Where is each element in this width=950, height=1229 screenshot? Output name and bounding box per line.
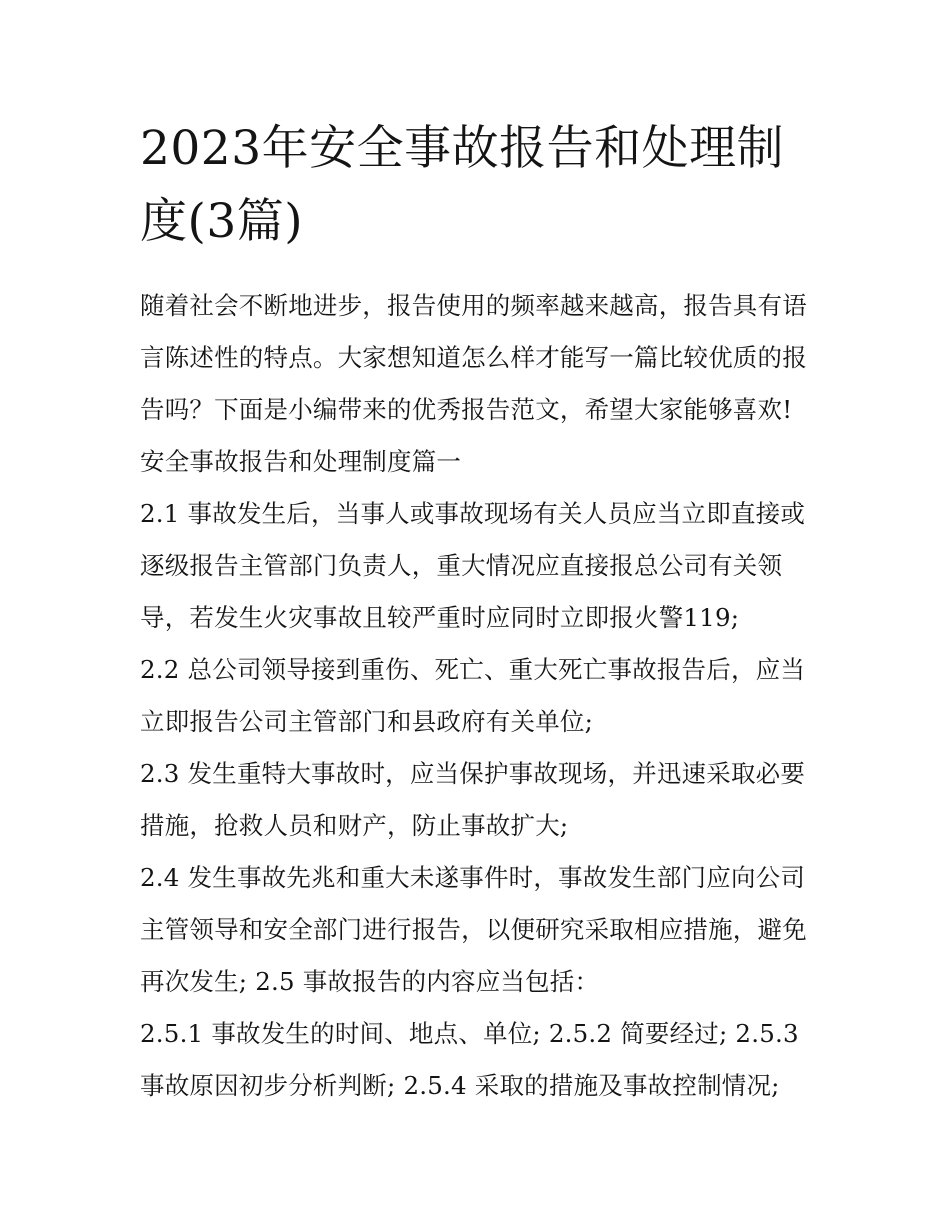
document-title: 2023年安全事故报告和处理制度(3篇) <box>140 121 785 249</box>
clause-2-2: 2.2 总公司领导接到重伤、死亡、重大死亡事故报告后，应当立即报告公司主管部门和县政府有关单位; <box>140 655 806 736</box>
clause-2-5-1: 2.5.1 事故发生的时间、地点、单位; 2.5.2 简要经过; 2.5.3 事故原因初步分析判断; 2.5.4 采取的措施及事故控制情况; <box>140 1019 799 1100</box>
document-page <box>140 112 820 1112</box>
clause-2-3: 2.3 发生重特大事故时，应当保护事故现场，并迅速采取必要措施，抢救人员和财产，防止事故扩大; <box>140 759 806 840</box>
intro-paragraph: 随着社会不断地进步，报告使用的频率越来越高，报告具有语言陈述性的特点。大家想知道怎么样才能写一篇比较优质的报告吗？下面是小编带来的优秀报告范文，希望大家能够喜欢! <box>140 291 807 424</box>
clause-2-4: 2.4 发生事故先兆和重大未遂事件时，事故发生部门应向公司主管领导和安全部门进行报告，以便研究采取相应措施，避免再次发生; 2.5 事故报告的内容应当包括： <box>140 863 807 996</box>
section-heading: 安全事故报告和处理制度篇一 <box>140 447 462 476</box>
clause-2-1: 2.1 事故发生后，当事人或事故现场有关人员应当立即直接或逐级报告主管部门负责人，重大情况应直接报总公司有关领导，若发生火灾事故且较严重时应同时立即报火警119; <box>140 499 806 632</box>
